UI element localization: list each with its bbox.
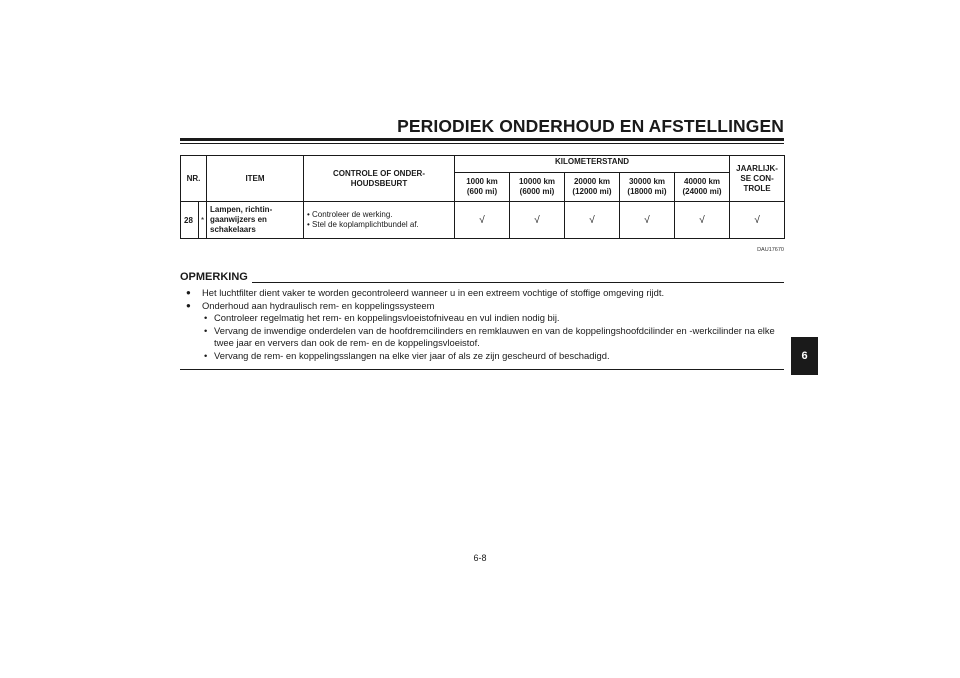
row-star: *: [199, 202, 207, 239]
bullet-icon: •: [204, 324, 208, 336]
note-sub-text: Vervang de inwendige onderdelen van de hoofdremcilinders en remklauwen en van de koppelingshoofdcilinder en -werkcilinder na elke twee jaar en ververs dan ook de rem- en de koppelingsvloeistof.: [214, 324, 775, 348]
header-km-col: 10000 km (6000 mi): [510, 173, 565, 202]
bullet-icon: •: [204, 349, 208, 361]
check-mark: √: [455, 202, 510, 239]
note-body: [186, 287, 784, 362]
row-number: 28: [181, 202, 199, 239]
note-bullet: [186, 287, 784, 300]
header-km-col: 1000 km (600 mi): [455, 173, 510, 202]
header-check: CONTROLE OF ONDER-HOUDSBEURT: [304, 156, 455, 202]
note-bullet: [186, 300, 784, 313]
header-item: ITEM: [207, 156, 304, 202]
chapter-tab: 6: [791, 337, 818, 375]
note-label: OPMERKING: [180, 271, 252, 283]
maintenance-table: [180, 155, 785, 239]
header-km-col: 30000 km (18000 mi): [620, 173, 675, 202]
row-checks: [304, 202, 455, 239]
bullet-dot-icon: ●: [186, 288, 191, 297]
check-item: • Controleer de werking.: [307, 210, 451, 220]
header-annual: JAARLIJK-SE CON-TROLE: [730, 156, 785, 202]
row-item: Lampen, richtin-gaanwijzers en schakelaars: [207, 202, 304, 239]
header-nr: NR.: [181, 156, 207, 202]
check-item: • Stel de koplamplichtbundel af.: [307, 220, 451, 230]
note-bullet-text: Onderhoud aan hydraulisch rem- en koppelingssysteem: [202, 299, 435, 311]
note-rule: [180, 282, 784, 283]
title-rule: [180, 138, 784, 141]
doc-code: DAU17670: [757, 247, 784, 253]
check-mark: √: [730, 202, 785, 239]
note-sub-text: Controleer regelmatig het rem- en koppelingsvloeistofniveau en vul indien nodig bij.: [214, 312, 560, 323]
bullet-icon: •: [204, 312, 208, 323]
bullet-dot-icon: ●: [186, 300, 191, 310]
title-rule-thin: [180, 143, 784, 144]
page-title: PERIODIEK ONDERHOUD EN AFSTELLINGEN: [397, 116, 784, 136]
page-number: 6-8: [473, 553, 487, 563]
check-mark: √: [565, 202, 620, 239]
note-sub-item: [186, 350, 784, 363]
header-km-col: 40000 km (24000 mi): [675, 173, 730, 202]
note-sub-item: [186, 325, 784, 350]
note-bullet-text: Het luchtfilter dient vaker te worden gecontroleerd wanneer u in een extreem vochtige of stoffige omgeving rijdt.: [202, 287, 665, 298]
note-sub-text: Vervang de rem- en koppelingsslangen na elke vier jaar of als ze zijn gescheurd of beschadigd.: [214, 349, 610, 361]
check-mark: √: [510, 202, 565, 239]
check-mark: √: [620, 202, 675, 239]
note-rule-bottom: [180, 369, 784, 370]
header-km-group: KILOMETERSTAND: [455, 156, 730, 173]
note-sub-item: [186, 312, 784, 325]
check-mark: √: [675, 202, 730, 239]
table-row: [181, 202, 785, 239]
header-km-col: 20000 km (12000 mi): [565, 173, 620, 202]
